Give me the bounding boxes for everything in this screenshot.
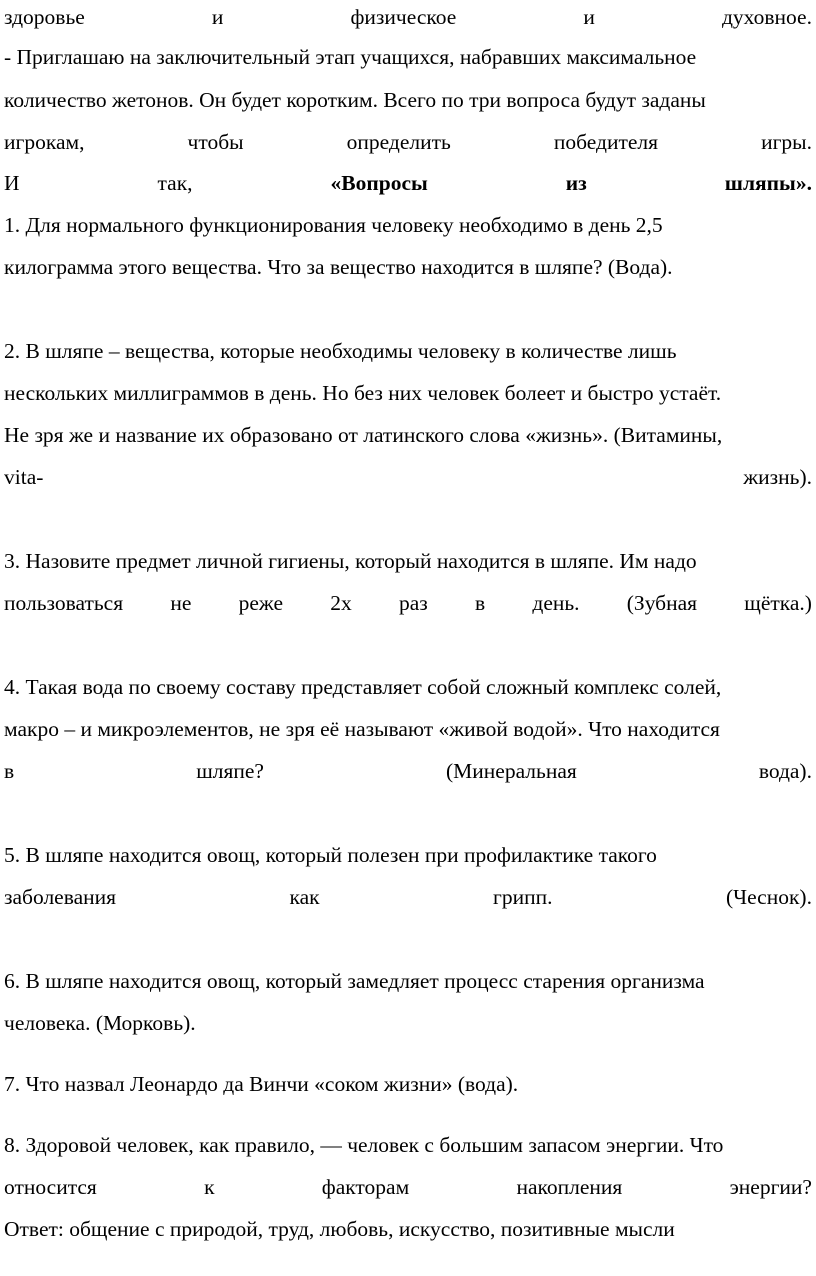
- word: относится: [4, 1175, 97, 1199]
- text-line: 4. Такая вода по своему составу представляет собой сложный комплекс солей,: [4, 675, 722, 699]
- justified-line: [4, 754, 812, 788]
- word: 2х: [330, 591, 352, 615]
- text-line: 8. Здоровой человек, как правило, — человек с большим запасом энергии. Что: [4, 1133, 724, 1157]
- word: из: [565, 171, 587, 195]
- word: к: [204, 1175, 215, 1199]
- word: и: [583, 5, 595, 29]
- word: как: [289, 885, 320, 909]
- text-line: 3. Назовите предмет личной гигиены, который находится в шляпе. Им надо: [4, 549, 697, 573]
- justified-line: [4, 166, 812, 200]
- text-line: 1. Для нормального функционирования человеку необходимо в день 2,5: [4, 213, 663, 237]
- word: победителя: [553, 130, 659, 154]
- word: грипп.: [493, 885, 553, 909]
- text-line: - Приглашаю на заключительный этап учащихся, набравших максимальное: [4, 45, 697, 69]
- text-line: количество жетонов. Он будет коротким. Всего по три вопроса будут заданы: [4, 88, 706, 112]
- text-line: человека. (Морковь).: [4, 1011, 196, 1035]
- word: накопления: [516, 1175, 623, 1199]
- justified-line: [4, 586, 812, 620]
- word: энергии?: [729, 1175, 812, 1199]
- word: физическое: [350, 5, 457, 29]
- justified-line: [4, 460, 812, 494]
- text-line: 7. Что назвал Леонардо да Винчи «соком жизни» (вода).: [4, 1072, 519, 1096]
- text-line: 6. В шляпе находится овощ, который замедляет процесс старения организма: [4, 969, 705, 993]
- word: определить: [346, 130, 451, 154]
- justified-line: [4, 880, 812, 914]
- text-line: 5. В шляпе находится овощ, который полезен при профилактике такого: [4, 843, 657, 867]
- word: духовное.: [721, 5, 812, 29]
- word: шляпе?: [196, 759, 264, 783]
- text-line: Не зря же и название их образовано от латинского слова «жизнь». (Витамины,: [4, 423, 723, 447]
- text-line: 2. В шляпе – вещества, которые необходимы человеку в количестве лишь: [4, 339, 677, 363]
- word: игры.: [761, 130, 812, 154]
- text-line: нескольких миллиграммов в день. Но без них человек болеет и быстро устаёт.: [4, 381, 722, 405]
- text-line: килограмма этого вещества. Что за вещество находится в шляпе? (Вода).: [4, 255, 673, 279]
- word: день.: [532, 591, 580, 615]
- word: вода).: [758, 759, 812, 783]
- word: так,: [157, 171, 193, 195]
- word: реже: [238, 591, 284, 615]
- word: жизнь).: [743, 465, 812, 489]
- word: шляпы».: [724, 171, 812, 195]
- word: (Зубная: [626, 591, 698, 615]
- word: игрокам,: [4, 130, 85, 154]
- word: и: [211, 5, 224, 29]
- justified-line: [4, 125, 812, 159]
- word: «Вопросы: [330, 171, 428, 195]
- text-line: макро – и микроэлементов, не зря её называют «живой водой». Что находится: [4, 717, 720, 741]
- word: (Чеснок).: [725, 885, 812, 909]
- justified-line: [4, 1170, 812, 1204]
- word: vita-: [4, 465, 44, 489]
- word: И: [4, 171, 20, 195]
- word: пользоваться: [4, 591, 124, 615]
- word: щётка.): [744, 591, 812, 615]
- word: чтобы: [187, 130, 244, 154]
- word: не: [170, 591, 192, 615]
- word: раз: [398, 591, 428, 615]
- word: здоровье: [4, 5, 85, 29]
- text-line: Ответ: общение с природой, труд, любовь, искусство, позитивные мысли: [4, 1217, 675, 1241]
- word: факторам: [321, 1175, 410, 1199]
- justified-line: [4, 0, 812, 34]
- word: в: [475, 591, 486, 615]
- word: в: [4, 759, 15, 783]
- word: заболевания: [4, 885, 117, 909]
- word: (Минеральная: [445, 759, 577, 783]
